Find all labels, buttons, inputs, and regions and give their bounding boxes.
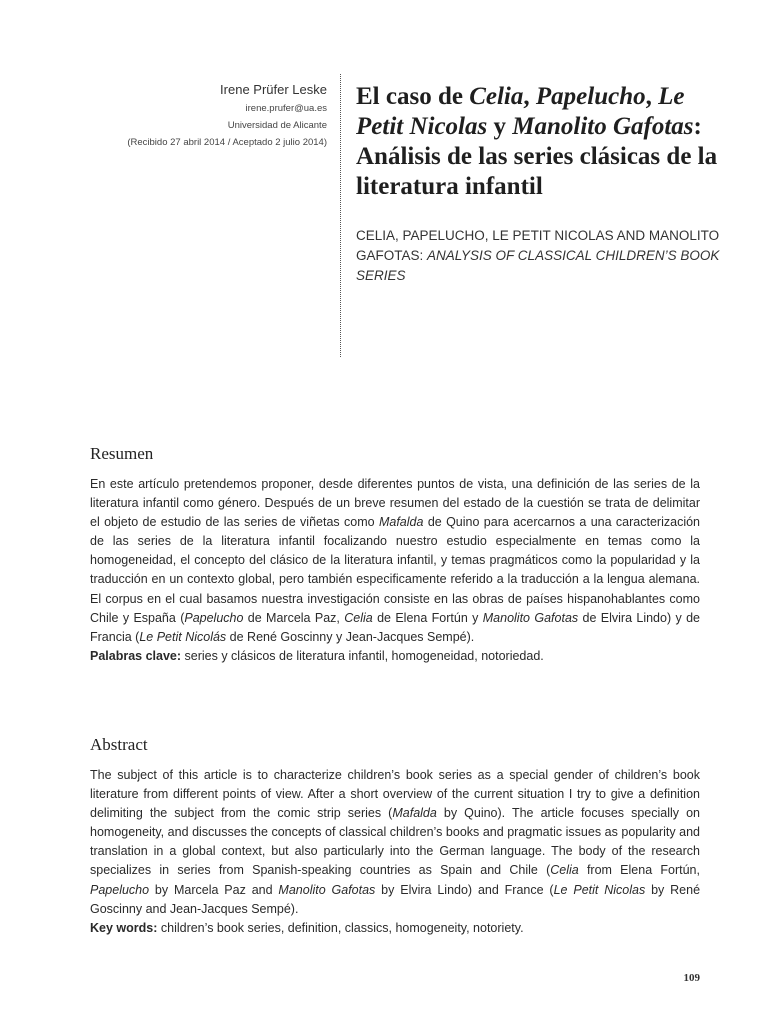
resumen-text: de Quino para acercarnos a una caracterización de las series de la literatura infantil focalizando nuestro estudio especialmente en temas como la homogeneidad, el concepto del clásico de la literatura infantil, y temas pragmáticos como la popularidad y la traducción en un contexto global, pero también especificamente referido a la traducción a la lengua alemana. El corpus en el cual basamos nuestra investigación consiste en las obras de países hispanohablantes como Chile y España ( — [90, 515, 701, 625]
resumen-italic: Celia — [344, 610, 373, 625]
resumen-text: de Elena Fortún y — [372, 610, 483, 625]
title-part: , — [645, 83, 659, 110]
resumen-section — [90, 444, 700, 666]
abstract-text: The subject of this article is to characterize children’s book series as a special gender of children’s book literature from different points of view. After a short overview of the current situation I try to give a definition delimiting the subject from the comic strip series ( — [90, 768, 700, 821]
author-block — [90, 82, 327, 151]
abstract-text: by Elvira Lindo) and France ( — [375, 882, 554, 897]
title-part: y — [487, 113, 513, 140]
resumen-text: En este artículo pretendemos proponer, desde diferentes puntos de vista, una definición de las series de la literatura infantil como género. Después de un breve resumen del estado de la cuestión se trata de delimitar el objeto de estudio de las series de viñetas como — [90, 477, 700, 530]
resumen-text: de Elvira Lindo) y de Francia ( — [90, 610, 700, 644]
title-part: : Análisis de las series clásicas de la literatura infantil — [356, 113, 718, 200]
key-words — [90, 919, 700, 938]
abstract-text: from Elena Fortún, — [578, 863, 700, 878]
article-title — [356, 82, 736, 202]
title-italic-celia: Celia — [469, 83, 524, 110]
abstract-text: by Quino). The article focuses specially on homogeneity, and discusses the concepts of classical children’s books and pragmatic issues as popularity and translation in a global context, but also particularly into the German language. The body of the research specializes in series from Spanish-speaking countries as Spain and Chile ( — [90, 806, 700, 878]
abstract-italic: Mafalda — [392, 806, 437, 821]
english-title — [356, 226, 736, 286]
keywords-text: children’s book series, definition, classics, homogeneity, notoriety. — [157, 920, 524, 935]
keywords-label: Palabras clave: — [90, 648, 182, 663]
resumen-heading: Resumen — [90, 444, 154, 463]
resumen-italic: Mafalda — [378, 515, 424, 530]
english-title-italic: ANALYSIS OF CLASSICAL CHILDREN’S BOOK SERIES — [356, 248, 720, 283]
author-name: Irene Prüfer Leske — [220, 82, 327, 97]
keywords-label: Key words: — [90, 920, 158, 935]
received-accepted-dates: (Recibido 27 abril 2014 / Aceptado 2 julio 2014) — [127, 137, 327, 148]
resumen-body — [90, 475, 700, 647]
english-title-part: CELIA, PAPELUCHO, LE PETIT NICOLAS AND MANOLITO GAFOTAS: — [356, 228, 720, 263]
palabras-clave — [90, 647, 700, 666]
resumen-italic: Manolito Gafotas — [482, 610, 579, 625]
title-part: , — [523, 83, 536, 110]
abstract-italic: Celia — [550, 863, 579, 878]
abstract-heading: Abstract — [90, 735, 148, 754]
abstract-italic: Manolito Gafotas — [278, 882, 376, 897]
resumen-italic: Papelucho — [184, 610, 244, 625]
dotted-divider — [340, 74, 341, 357]
title-italic-petit-nicolas: Le Petit Nicolas — [356, 83, 685, 140]
abstract-italic: Papelucho — [90, 882, 150, 897]
title-part: El caso de — [356, 83, 470, 110]
author-affiliation: Universidad de Alicante — [227, 120, 327, 131]
abstract-body — [90, 766, 700, 919]
abstract-section — [90, 735, 700, 938]
abstract-text: by René Goscinny and Jean-Jacques Sempé). — [90, 882, 701, 916]
keywords-text: series y clásicos de literatura infantil, homogeneidad, notoriedad. — [181, 648, 544, 663]
title-block — [356, 82, 736, 286]
resumen-text: de Marcela Paz, — [243, 610, 345, 625]
title-italic-manolito: Manolito Gafotas — [512, 113, 694, 140]
page-number: 109 — [683, 972, 700, 984]
author-email[interactable]: irene.prufer@ua.es — [245, 103, 327, 114]
abstract-italic: Le Petit Nicolas — [553, 882, 646, 897]
resumen-text: de René Goscinny y Jean-Jacques Sempé). — [226, 629, 475, 644]
title-italic-papelucho: Papelucho — [535, 83, 646, 110]
resumen-italic: Le Petit Nicolás — [139, 629, 227, 644]
abstract-text: by Marcela Paz and — [149, 882, 279, 897]
